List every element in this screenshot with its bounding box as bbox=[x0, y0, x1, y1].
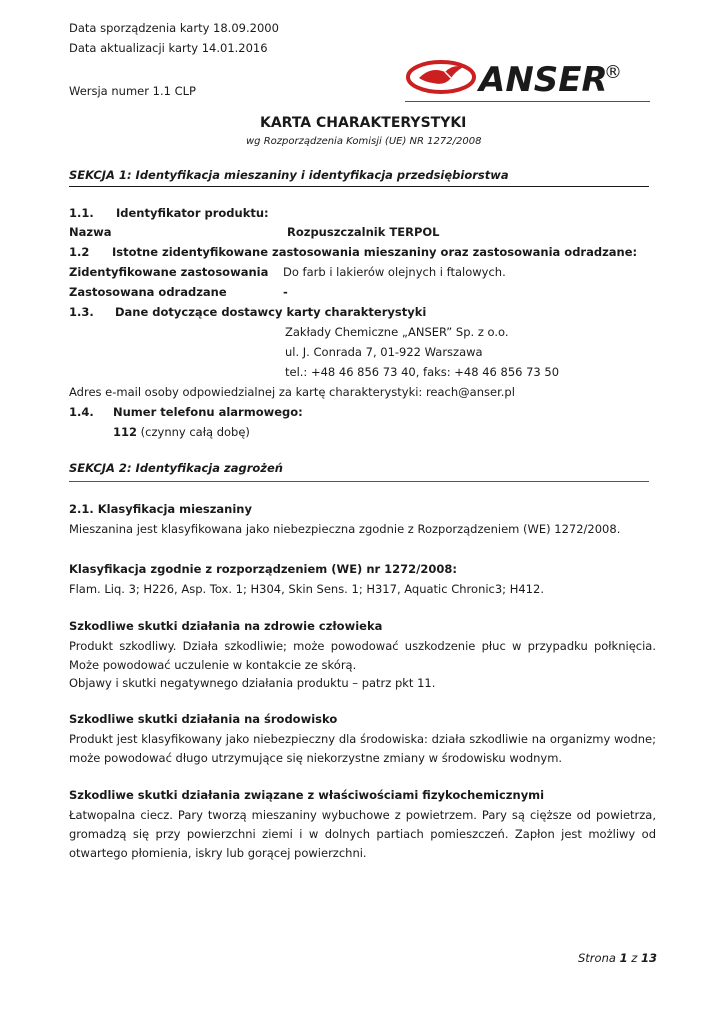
identified-uses-label: Zidentyfikowane zastosowania bbox=[69, 265, 269, 279]
section2-heading: SEKCJA 2: Identyfikacja zagrożeń bbox=[69, 461, 283, 475]
advised-against-value: - bbox=[283, 285, 288, 299]
page-number bbox=[578, 951, 657, 965]
section1-heading: SEKCJA 1: Identyfikacja mieszaniny i identyfikacja przedsiębiorstwa bbox=[69, 168, 509, 182]
emergency-phone bbox=[113, 425, 250, 439]
s12-title: Istotne zidentyfikowane zastosowania mieszaniny oraz zastosowania odradzane: bbox=[112, 245, 638, 259]
page-separator: z bbox=[627, 951, 641, 965]
page-total: 13 bbox=[640, 951, 657, 965]
name-label: Nazwa bbox=[69, 225, 112, 239]
supplier-phone: tel.: +48 46 856 73 40, faks: +48 46 856 73 50 bbox=[285, 365, 560, 379]
s11-title: Identyfikator produktu: bbox=[116, 206, 269, 220]
health-effects-text: Produkt szkodliwy. Działa szkodliwie; może powodować uszkodzenie płuc w przypadku połknięcia. Może powodować uczulenie w kontakcie ze skórą. bbox=[69, 639, 656, 672]
advised-against-label: Zastosowana odradzane bbox=[69, 285, 227, 299]
s21-title: 2.1. Klasyfikacja mieszaniny bbox=[69, 502, 252, 516]
document-title: KARTA CHARAKTERYSTYKI bbox=[260, 115, 467, 131]
logo-wordmark: ANSER bbox=[479, 60, 608, 98]
s12-number: 1.2 bbox=[69, 245, 90, 259]
emergency-note: (czynny całą dobę) bbox=[137, 425, 250, 439]
s21-text: Mieszanina jest klasyfikowana jako niebezpieczna zgodnie z Rozporządzeniem (WE) 1272/2008. bbox=[69, 522, 621, 536]
document-subtitle: wg Rozporządzenia Komisji (UE) NR 1272/2008 bbox=[246, 136, 482, 147]
registered-mark: ® bbox=[604, 62, 622, 83]
health-effects-title: Szkodliwe skutki działania na zdrowie człowieka bbox=[69, 619, 383, 633]
section1-rule bbox=[69, 186, 649, 187]
s13-number: 1.3. bbox=[69, 305, 94, 319]
s14-number: 1.4. bbox=[69, 405, 94, 419]
environment-effects-text: Produkt jest klasyfikowany jako niebezpieczny dla środowiska: działa szkodliwie na organizmy wodne; może powodować długo utrzymujące się niekorzystne zmiany w środowisku wodnym. bbox=[69, 732, 656, 765]
physchem-effects-title: Szkodliwe skutki działania związane z właściwościami fizykochemicznymi bbox=[69, 788, 545, 802]
responsible-email-line: Adres e-mail osoby odpowiedzialnej za kartę charakterystyki: reach@anser.pl bbox=[69, 385, 515, 399]
environment-effects-title: Szkodliwe skutki działania na środowisko bbox=[69, 712, 338, 726]
header-red-rule bbox=[405, 101, 650, 102]
s14-title: Numer telefonu alarmowego: bbox=[113, 405, 303, 419]
classification-text: Flam. Liq. 3; H226, Asp. Tox. 1; H304, Skin Sens. 1; H317, Aquatic Chronic3; H412. bbox=[69, 582, 544, 596]
version-number: Wersja numer 1.1 CLP bbox=[69, 84, 196, 98]
date-updated: Data aktualizacji karty 14.01.2016 bbox=[69, 41, 268, 55]
page-current: 1 bbox=[619, 951, 628, 965]
classification-title: Klasyfikacja zgodnie z rozporządzeniem (WE) nr 1272/2008: bbox=[69, 562, 457, 576]
section2-rule bbox=[69, 481, 649, 482]
page-prefix: Strona bbox=[578, 951, 620, 965]
s13-title: Dane dotyczące dostawcy karty charakterystyki bbox=[115, 305, 427, 319]
physchem-effects-text: Łatwopalna ciecz. Pary tworzą mieszaniny wybuchowe z powietrzem. Pary są cięższe od powietrza, gromadzą się przy powierzchni ziemi i w dolnych partiach pomieszczeń. Zapłon jest możliwy od otwartego płomienia, iskry lub gorącej powierzchni. bbox=[69, 808, 656, 860]
s11-number: 1.1. bbox=[69, 206, 94, 220]
supplier-address: ul. J. Conrada 7, 01-922 Warszawa bbox=[285, 345, 483, 359]
health-effects-reference: Objawy i skutki negatywnego działania produktu – patrz pkt 11. bbox=[69, 676, 436, 690]
emergency-number: 112 bbox=[113, 425, 138, 439]
date-created: Data sporządzenia karty 18.09.2000 bbox=[69, 21, 279, 35]
product-name: Rozpuszczalnik TERPOL bbox=[287, 225, 440, 239]
identified-uses-value: Do farb i lakierów olejnych i ftalowych. bbox=[283, 265, 506, 279]
anser-logo bbox=[405, 58, 650, 98]
supplier-name: Zakłady Chemiczne „ANSER” Sp. z o.o. bbox=[285, 325, 509, 339]
anser-bird-emblem-icon bbox=[405, 58, 650, 98]
